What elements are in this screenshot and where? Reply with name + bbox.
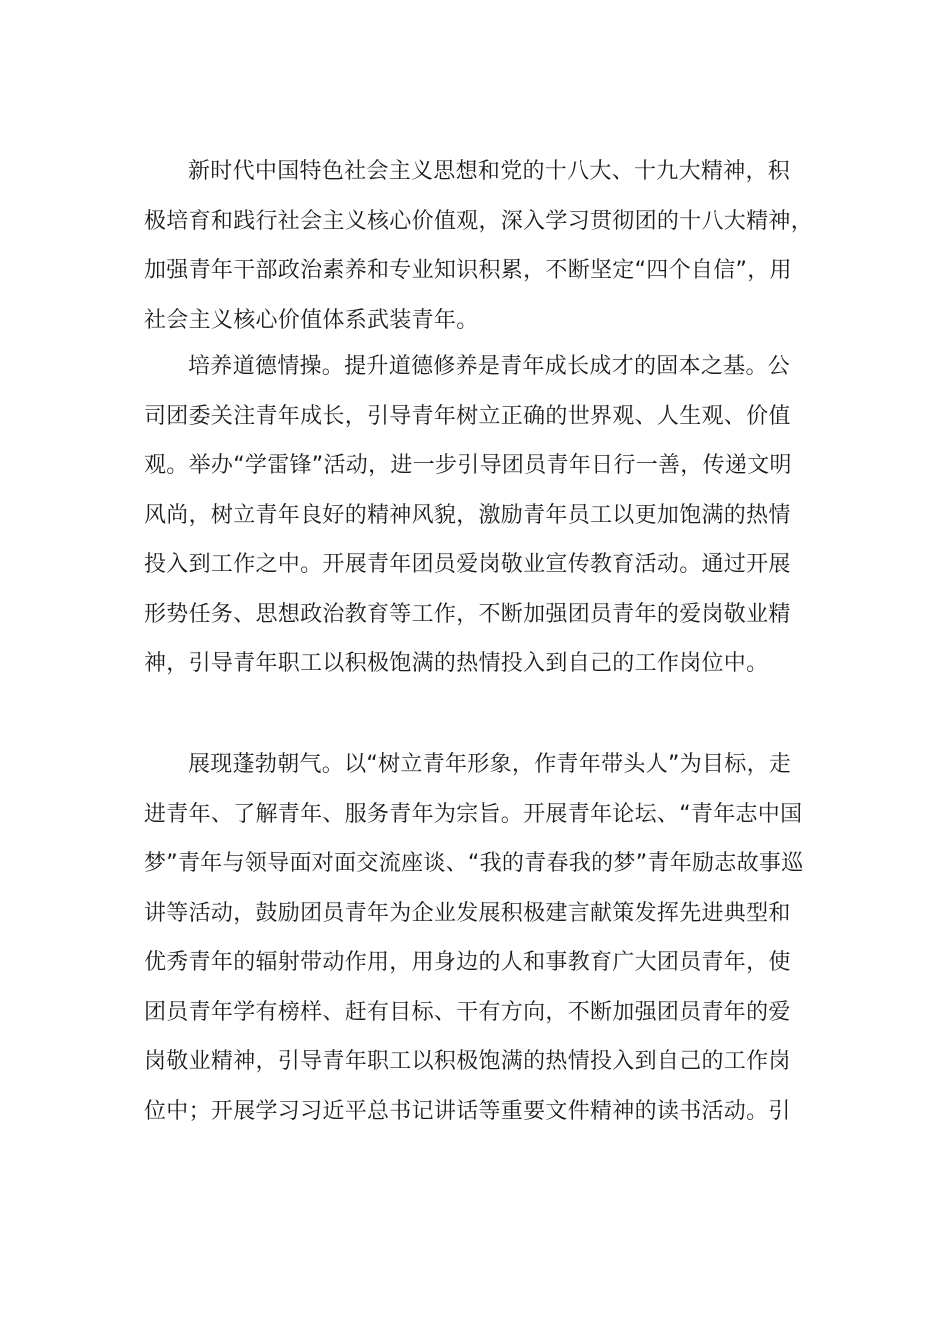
text-line: 团员青年学有榜样、赶有目标、干有方向，不断加强团员青年的爱 xyxy=(144,999,791,1025)
text-line: 展现蓬勃朝气。以“树立青年形象，作青年带头人”为目标，走 xyxy=(188,752,792,777)
paragraph-3 xyxy=(144,740,810,1136)
text-line: 极培育和践行社会主义核心价值观，深入学习贯彻团的十八大精神， xyxy=(144,208,814,234)
text-line: 进青年、了解青年、服务青年为宗旨。开展青年论坛、“青年志中国 xyxy=(144,801,803,827)
paragraph-2 xyxy=(144,342,810,689)
text-line: 位中；开展学习习近平总书记讲话等重要文件精神的读书活动。引 xyxy=(144,1098,791,1124)
text-line: 社会主义核心价值体系武装青年。 xyxy=(144,307,479,333)
text-line: 加强青年干部政治素养和专业知识积累，不断坚定“四个自信”，用 xyxy=(144,258,792,283)
text-line: 神，引导青年职工以积极饱满的热情投入到自己的工作岗位中。 xyxy=(144,651,769,676)
text-line: 讲等活动，鼓励团员青年为企业发展积极建言献策发挥先进典型和 xyxy=(144,900,791,926)
paragraph-1 xyxy=(144,147,814,345)
text-line: 风尚，树立青年良好的精神风貌，激励青年员工以更加饱满的热情 xyxy=(144,502,791,528)
text-line: 新时代中国特色社会主义思想和党的十八大、十九大精神，积 xyxy=(188,159,791,184)
text-line: 司团委关注青年成长，引导青年树立正确的世界观、人生观、价值 xyxy=(144,403,791,429)
text-line: 观。举办“学雷锋”活动，进一步引导团员青年日行一善，传递文明 xyxy=(144,453,792,478)
text-line: 投入到工作之中。开展青年团员爱岗敬业宣传教育活动。通过开展 xyxy=(144,552,791,577)
text-line: 梦”青年与领导面对面交流座谈、“我的青春我的梦”青年励志故事巡 xyxy=(144,851,804,876)
text-line: 形势任务、思想政治教育等工作，不断加强团员青年的爱岗敬业精 xyxy=(144,601,791,627)
text-line: 优秀青年的辐射带动作用，用身边的人和事教育广大团员青年，使 xyxy=(144,950,791,975)
text-line: 培养道德情操。提升道德修养是青年成长成才的固本之基。公 xyxy=(188,354,791,379)
text-line: 岗敬业精神，引导青年职工以积极饱满的热情投入到自己的工作岗 xyxy=(144,1049,791,1074)
